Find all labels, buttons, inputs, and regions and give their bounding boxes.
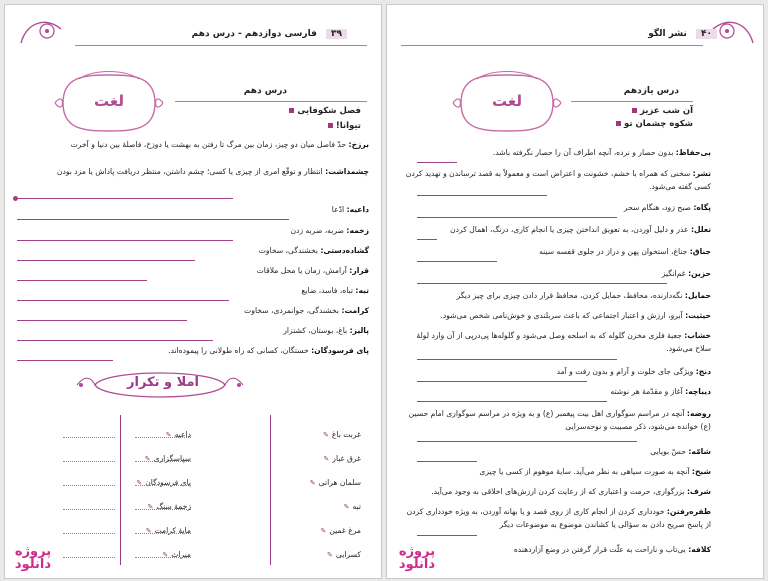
- separator-line: [17, 198, 233, 199]
- page-number: ۴۰: [696, 29, 717, 39]
- subtitle-2: تیوانا!: [328, 121, 361, 131]
- vocab-entry: طفره‌رفتن: خودداری کردن از انجام کاری از روی قصد و یا بهانه آوردن، به ویژه خودداری کردن از پاسخ صریح دادن به سؤالی یا کشاندن موضوع به موضوعات دیگر: [406, 507, 711, 529]
- subtitle-1: فصل شکوفایی: [289, 106, 361, 116]
- separator-line: [417, 261, 497, 262]
- spelling-word: زخمهٔ سنگ ✎: [147, 502, 191, 511]
- header-rule: [401, 45, 703, 46]
- vocab-entry: حمایل: نگه‌دارنده، محافظ، حمایل کردن، محافظ قرار دادن چیزی برای چیز دیگر: [456, 291, 711, 300]
- vocab-frame-title: لغت: [94, 92, 124, 110]
- separator-line: [17, 320, 187, 321]
- spelling-word: داعیه ✎: [166, 430, 191, 439]
- vocab-entry: دنج: ویژگی جای خلوت و آرام و بدون رفت و آمد: [556, 367, 711, 376]
- vocab-entry: تعلل: عذر و دلیل آوردن، به تعویق انداختن چیزی یا انجام کاری، درنگ، اهمال کردن: [450, 225, 711, 234]
- vocab-entry: کلافه: بی‌تاب و ناراحت به علّت قرار گرفتن در وضع آزاردهنده: [513, 545, 711, 554]
- vocab-entry: زخمه: ضربه، ضربه زدن: [290, 226, 369, 235]
- vocab-entry: شرف: بزرگواری، حرمت و اعتباری که از رعایت کردن ارزش‌های اخلاقی به وجود می‌آید.: [431, 487, 711, 496]
- lesson-rule: [175, 101, 367, 102]
- answer-line: [63, 437, 115, 438]
- lesson-title: درس یازدهم: [623, 86, 679, 96]
- separator-line: [417, 381, 587, 382]
- separator-line: [417, 239, 437, 240]
- spelling-word: میراث ✎: [162, 550, 191, 559]
- separator-line: [417, 359, 617, 360]
- separator-line: [417, 162, 457, 163]
- separator-line: [17, 340, 213, 341]
- column-divider: [120, 415, 121, 565]
- spelling-word: غرق غبار ✎: [323, 454, 361, 463]
- answer-line: [135, 557, 191, 558]
- separator-line: [17, 260, 195, 261]
- vocab-entry: داعیه: ادّعا: [331, 205, 369, 214]
- spelling-word: پای فرسودگان ✎: [136, 478, 191, 487]
- vocab-entry: تبه: تباه، فاسد، ضایع: [301, 286, 369, 295]
- spelling-word: مرغ غمین ✎: [320, 526, 361, 535]
- separator-line: [17, 360, 113, 361]
- publisher-title: نشر الگو: [648, 29, 687, 39]
- answer-line: [63, 509, 115, 510]
- subtitle-2: شکوه چشمان تو: [616, 119, 693, 129]
- vocab-entry: پالیز: باغ، بوستان، کشتزار: [283, 326, 369, 335]
- vocab-entry: پگاه: صبح زود، هنگام سحر: [623, 203, 711, 212]
- vocab-entry: حیثیت: آبرو، ارزش و اعتبار اجتماعی که باعث سربلندی و خوش‌نامی شخص می‌شود.: [440, 311, 711, 320]
- answer-line: [63, 461, 115, 462]
- separator-line: [417, 461, 477, 462]
- book-title: فارسی دوازدهم - درس دهم: [191, 29, 317, 39]
- answer-line: [63, 485, 115, 486]
- lesson-title: درس دهم: [243, 86, 287, 96]
- vocab-entry: پای فرسودگان: خستگان، کسانی که راه طولانی را پیموده‌اند.: [168, 346, 369, 355]
- spelling-word: تبه ✎: [344, 502, 361, 511]
- lesson-rule: [571, 101, 693, 102]
- vocab-entry: تشر: سخنی که همراه با خشم، خشونت و اعتراض است و معمولاً به قصد ترساندن و تهدید کردن کسی گفته می‌شود.: [405, 169, 711, 191]
- left-page: [4, 4, 382, 579]
- separator-line: [17, 240, 233, 241]
- separator-line: [417, 401, 607, 402]
- site-logo: پروژه دانلود: [14, 544, 52, 572]
- separator-line: [17, 280, 147, 281]
- header-rule: [75, 45, 367, 46]
- separator-line: [17, 300, 229, 301]
- vocab-entry: چشمداشت: انتظار و توقّع امری از چیزی یا کسی؛ چشم داشتن، منتظر دریافت پاداش یا مزد بودن: [56, 167, 369, 176]
- answer-line: [135, 509, 191, 510]
- page-header: [617, 29, 717, 39]
- separator-line: [417, 283, 667, 284]
- spelling-word: سپاسگزاری ✎: [145, 454, 191, 463]
- vocab-entry: قرار: آرامش، زمان یا محل ملاقات: [256, 266, 369, 275]
- answer-line: [63, 557, 115, 558]
- answer-line: [135, 533, 191, 534]
- vocab-entry: برزخ: حدّ فاصل میان دو چیز، زمان بین مرگ تا رفتن به بهشت یا دوزخ، فاصلهٔ بین دنیا و آخرت: [70, 140, 369, 149]
- vocab-entry: گشاده‌دستی: بخشندگی، سخاوت: [258, 246, 369, 255]
- spelling-word: سلمان هراتی ✎: [310, 478, 361, 487]
- separator-line: [417, 195, 547, 196]
- spelling-word: غربت باغ ✎: [323, 430, 361, 439]
- vocab-entry: روضه: آنچه در مراسم سوگواری اهل بیت پیغمبر (ع) و به ویژه در مراسم سوگواری امام حسین (ع) خوانده می‌شود، ذکر مصیبت و نوحه‌سرایی: [408, 409, 711, 431]
- vocab-entry: شامّه: حسّ بویایی: [650, 447, 711, 456]
- vocab-entry: بی‌حفاظ: بدون حصار و نرده، آنچه اطراف آن را حصار نگرفته باشد.: [492, 148, 711, 157]
- vocab-entry: کرامت: بخشندگی، جوانمردی، سخاوت: [244, 306, 369, 315]
- flourish-ornament-icon: [17, 13, 65, 47]
- spelling-section-title: املا و تکرار: [127, 375, 199, 390]
- subtitle-1: آن شب عزیز: [632, 106, 693, 116]
- column-divider: [270, 415, 271, 565]
- page-header: [192, 29, 347, 39]
- vocab-entry: حزین: غم‌انگیز: [661, 269, 711, 278]
- separator-line: [417, 217, 617, 218]
- site-logo: پروژه دانلود: [398, 544, 436, 572]
- separator-line: [417, 441, 637, 442]
- spelling-word: مایهٔ کرامت ✎: [146, 526, 191, 535]
- separator-dot: [13, 196, 18, 201]
- vocab-entry: شبح: آنچه به صورت سیاهی به نظر می‌آید. سایهٔ موهوم از کسی یا چیزی: [479, 467, 711, 476]
- answer-line: [135, 437, 191, 438]
- answer-line: [135, 485, 191, 486]
- vocab-entry: خشاب: جعبهٔ فلزی مخزن گلوله که به اسلحه وصل می‌شود و گلوله‌ها پی‌درپی از آن وارد لولهٔ سلاح می‌شود.: [416, 331, 711, 353]
- answer-line: [135, 461, 191, 462]
- vocab-entry: جناق: جناغ، استخوان پهن و دراز در جلوی قفسه سینه: [539, 247, 711, 256]
- vocab-entry: دیباچه: آغاز و مقدّمهٔ هر نوشته: [610, 387, 711, 396]
- separator-line: [17, 219, 289, 220]
- answer-line: [63, 533, 115, 534]
- page-number: ۳۹: [326, 29, 347, 39]
- vocab-frame-title: لغت: [492, 92, 522, 110]
- separator-line: [417, 535, 477, 536]
- right-page: [386, 4, 764, 579]
- spelling-word: کسرایی ✎: [327, 550, 361, 559]
